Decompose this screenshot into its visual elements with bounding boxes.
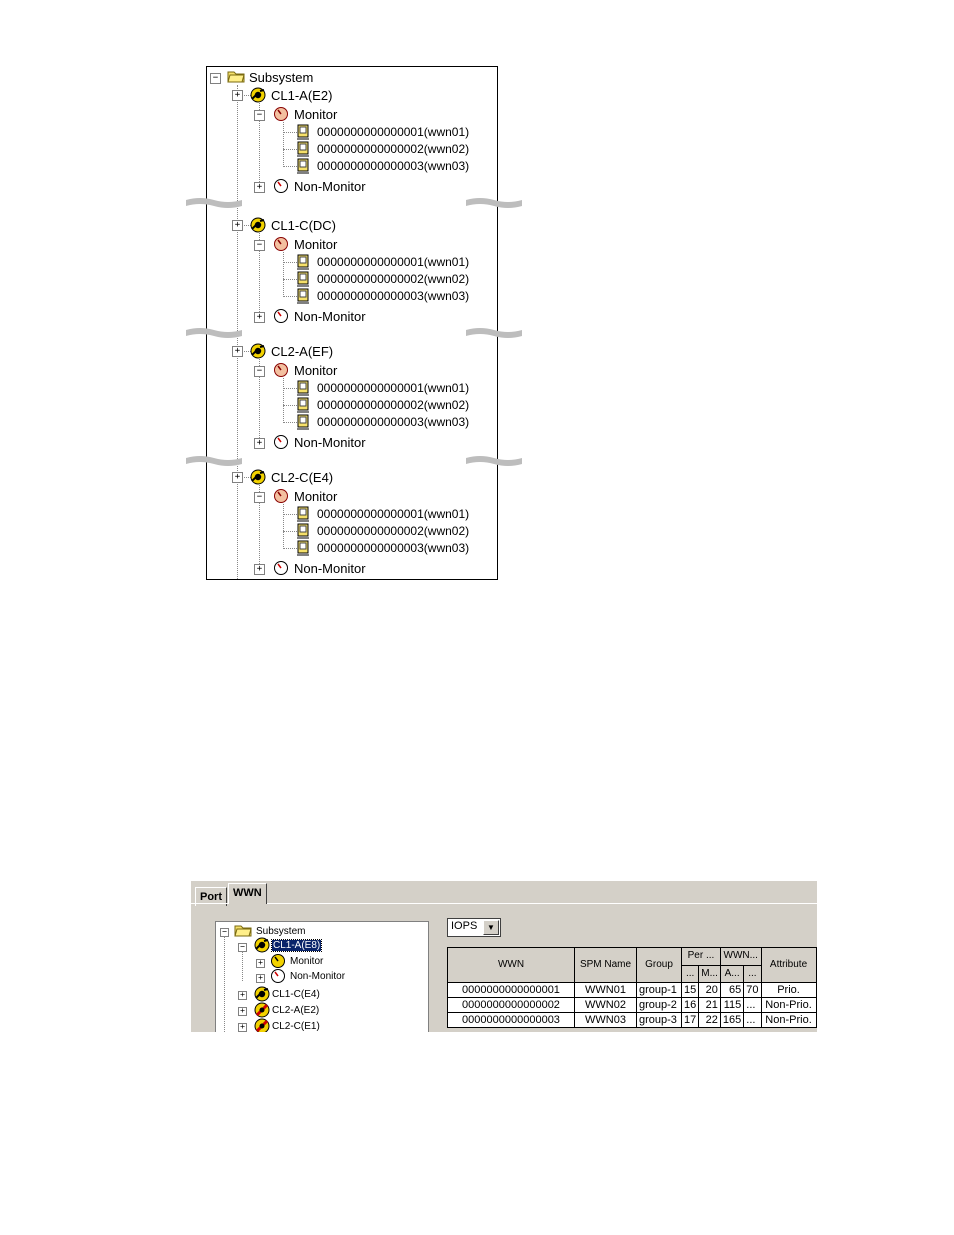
tree-wwn-label[interactable]: 0000000000000003(wwn03): [317, 159, 470, 173]
port-icon: [254, 986, 270, 1002]
tree-connector: [283, 132, 297, 133]
wwn-icon: [296, 506, 310, 522]
tree-connector: [283, 279, 297, 280]
tree-non-monitor-label[interactable]: Non-Monitor: [294, 179, 366, 194]
port-icon: [250, 217, 266, 233]
wwn-icon: [296, 124, 310, 140]
expand-toggle[interactable]: +: [238, 1023, 247, 1032]
wwn-tree: [215, 921, 429, 1032]
port-icon: [250, 469, 266, 485]
tree-wwn-label[interactable]: 0000000000000003(wwn03): [317, 541, 470, 555]
tree-wwn-label[interactable]: 0000000000000001(wwn01): [317, 507, 470, 521]
wwn-table: [447, 947, 817, 1028]
table-cell: 115: [720, 998, 743, 1013]
tree-connector: [283, 262, 297, 263]
tree-connector: [283, 548, 297, 549]
collapse-toggle[interactable]: −: [254, 240, 265, 251]
tree-monitor-label[interactable]: Monitor: [290, 956, 324, 967]
tree-wwn-label[interactable]: 0000000000000002(wwn02): [317, 142, 470, 156]
tree-connector: [283, 149, 297, 150]
table-cell: 70: [744, 983, 761, 998]
table-row[interactable]: [448, 998, 817, 1013]
tree-port-label[interactable]: CL2-A(EF): [271, 344, 334, 359]
table-cell: Prio.: [761, 983, 816, 998]
tree-root-label[interactable]: Subsystem: [256, 926, 306, 937]
collapse-toggle[interactable]: −: [210, 73, 221, 84]
tree-root-label[interactable]: Subsystem: [249, 70, 314, 85]
collapse-toggle[interactable]: −: [254, 110, 265, 121]
collapse-toggle[interactable]: −: [254, 366, 265, 377]
monitor-icon: [273, 362, 289, 378]
tree-connector: [283, 252, 284, 297]
monitor-icon: [273, 106, 289, 122]
col-header-wwn[interactable]: WWN: [448, 948, 575, 983]
port-icon: [250, 87, 266, 103]
tree-non-monitor-label[interactable]: Non-Monitor: [294, 561, 366, 576]
wwn-icon: [296, 254, 310, 270]
folder-icon: [234, 923, 252, 937]
table-cell: 0000000000000003: [448, 1013, 575, 1028]
table-cell: Non-Prio.: [761, 1013, 816, 1028]
tree-connector: [283, 504, 284, 549]
table-row[interactable]: [448, 983, 817, 998]
tree-wwn-label[interactable]: 0000000000000002(wwn02): [317, 398, 470, 412]
tab-divider: [191, 903, 817, 904]
wwn-icon: [296, 414, 310, 430]
metric-dropdown-value: IOPS: [451, 920, 478, 932]
table-cell: Non-Prio.: [761, 998, 816, 1013]
tab-port[interactable]: Port: [195, 887, 227, 906]
port-icon: [254, 937, 270, 953]
tree-connector: [283, 122, 284, 167]
tree-connector: [283, 514, 297, 515]
section-break-left-2: [186, 326, 242, 340]
monitor-icon: [273, 236, 289, 252]
non-monitor-icon: [273, 434, 289, 450]
collapse-toggle[interactable]: −: [220, 928, 229, 937]
expand-toggle[interactable]: +: [256, 959, 265, 968]
wwn-icon: [296, 397, 310, 413]
tree-port-label[interactable]: CL2-C(E4): [271, 470, 334, 485]
tree-wwn-label[interactable]: 0000000000000001(wwn01): [317, 255, 470, 269]
table-cell: 21: [699, 998, 721, 1013]
expand-toggle[interactable]: +: [238, 991, 247, 1000]
tree-wwn-label[interactable]: 0000000000000001(wwn01): [317, 125, 470, 139]
tree-selected-port-label[interactable]: [272, 938, 321, 953]
monitor-icon: [273, 488, 289, 504]
tree-non-monitor-label[interactable]: Non-Monitor: [294, 309, 366, 324]
wwn-icon: [296, 523, 310, 539]
table-cell: 0000000000000001: [448, 983, 575, 998]
tree-monitor-label[interactable]: Monitor: [294, 237, 338, 252]
tree-wwn-label[interactable]: 0000000000000003(wwn03): [317, 415, 470, 429]
tree-connector: [283, 166, 297, 167]
table-cell: 65: [720, 983, 743, 998]
wwn-icon: [296, 288, 310, 304]
table-row[interactable]: [448, 1013, 817, 1028]
col-header-group[interactable]: Group: [637, 948, 682, 983]
tree-connector: [283, 378, 284, 423]
table-cell: 165: [720, 1013, 743, 1028]
non-monitor-icon: [273, 308, 289, 324]
chevron-down-icon[interactable]: ▼: [483, 920, 499, 935]
table-cell: 16: [682, 998, 699, 1013]
table-cell: WWN02: [575, 998, 637, 1013]
tree-wwn-label[interactable]: 0000000000000002(wwn02): [317, 272, 470, 286]
tree-wwn-label[interactable]: 0000000000000001(wwn01): [317, 381, 470, 395]
col-header-sub1[interactable]: ...: [682, 965, 699, 983]
expand-toggle[interactable]: +: [254, 182, 265, 193]
table-cell: 20: [699, 983, 721, 998]
tree-wwn-label[interactable]: 0000000000000003(wwn03): [317, 289, 470, 303]
col-header-spm-name[interactable]: SPM Name: [575, 948, 637, 983]
wwn-icon: [296, 540, 310, 556]
expand-toggle[interactable]: +: [254, 312, 265, 323]
table-cell: ...: [744, 1013, 761, 1028]
table-cell: 15: [682, 983, 699, 998]
tree-monitor-label[interactable]: Monitor: [294, 363, 338, 378]
table-cell: 17: [682, 1013, 699, 1028]
tree-non-monitor-label[interactable]: Non-Monitor: [294, 435, 366, 450]
table-cell: WWN01: [575, 983, 637, 998]
col-header-sub2[interactable]: M...: [699, 965, 721, 983]
tree-connector: [283, 296, 297, 297]
expand-toggle[interactable]: +: [232, 90, 243, 101]
tree-connector: [242, 951, 243, 981]
expand-toggle[interactable]: +: [254, 564, 265, 575]
expand-toggle[interactable]: +: [232, 220, 243, 231]
selected-port-text: CL1-A(E8): [273, 940, 321, 951]
col-header-attribute[interactable]: Attribute: [761, 948, 816, 983]
section-break-left-3: [186, 454, 242, 468]
table-cell: group-2: [637, 998, 682, 1013]
tree-port-label[interactable]: CL1-C(E4): [272, 989, 320, 1000]
tree-port-label[interactable]: CL2-A(E2): [272, 1005, 320, 1016]
port-icon: [254, 1018, 270, 1032]
non-monitor-icon: [273, 560, 289, 576]
tree-port-label[interactable]: CL2-C(E1): [272, 1021, 320, 1032]
tree-wwn-label[interactable]: 0000000000000002(wwn02): [317, 524, 470, 538]
tree-connector: [224, 936, 225, 1032]
tree-port-label[interactable]: CL1-A(E2): [271, 88, 333, 103]
port-tree: [206, 66, 498, 580]
section-break-right-3: [466, 454, 522, 468]
expand-toggle[interactable]: +: [256, 974, 265, 983]
section-break-right-2: [466, 326, 522, 340]
wwn-icon: [296, 141, 310, 157]
table-cell: 0000000000000002: [448, 998, 575, 1013]
port-icon: [254, 1002, 270, 1018]
folder-icon: [227, 69, 245, 83]
tree-non-monitor-label[interactable]: Non-Monitor: [290, 971, 346, 982]
section-break-left-1: [186, 196, 242, 210]
expand-toggle[interactable]: +: [232, 346, 243, 357]
tree-port-label[interactable]: CL1-C(DC): [271, 218, 336, 233]
collapse-toggle[interactable]: −: [238, 943, 247, 952]
col-header-sub3[interactable]: A...: [720, 965, 743, 983]
col-header-sub4[interactable]: ...: [744, 965, 761, 983]
port-icon: [250, 343, 266, 359]
col-header-per[interactable]: Per ...: [682, 948, 721, 966]
expand-toggle[interactable]: +: [254, 438, 265, 449]
expand-toggle[interactable]: +: [238, 1007, 247, 1016]
wwn-icon: [296, 380, 310, 396]
section-break-right-1: [466, 196, 522, 210]
wwn-window: [190, 881, 817, 1032]
tree-monitor-label[interactable]: Monitor: [294, 107, 338, 122]
wwn-icon: [296, 158, 310, 174]
col-header-wwn-sub[interactable]: WWN...: [720, 948, 761, 966]
monitor-icon: [270, 953, 286, 969]
tree-connector: [283, 388, 297, 389]
expand-toggle[interactable]: +: [232, 472, 243, 483]
tab-wwn[interactable]: WWN: [228, 883, 267, 904]
collapse-toggle[interactable]: −: [254, 492, 265, 503]
table-cell: ...: [744, 998, 761, 1013]
tree-connector: [283, 531, 297, 532]
table-cell: 22: [699, 1013, 721, 1028]
metric-dropdown[interactable]: [447, 918, 501, 937]
table-cell: group-3: [637, 1013, 682, 1028]
tree-connector: [283, 405, 297, 406]
non-monitor-icon: [270, 968, 286, 984]
wwn-icon: [296, 271, 310, 287]
tree-monitor-label[interactable]: Monitor: [294, 489, 338, 504]
tree-connector: [283, 422, 297, 423]
table-cell: WWN03: [575, 1013, 637, 1028]
non-monitor-icon: [273, 178, 289, 194]
table-cell: group-1: [637, 983, 682, 998]
